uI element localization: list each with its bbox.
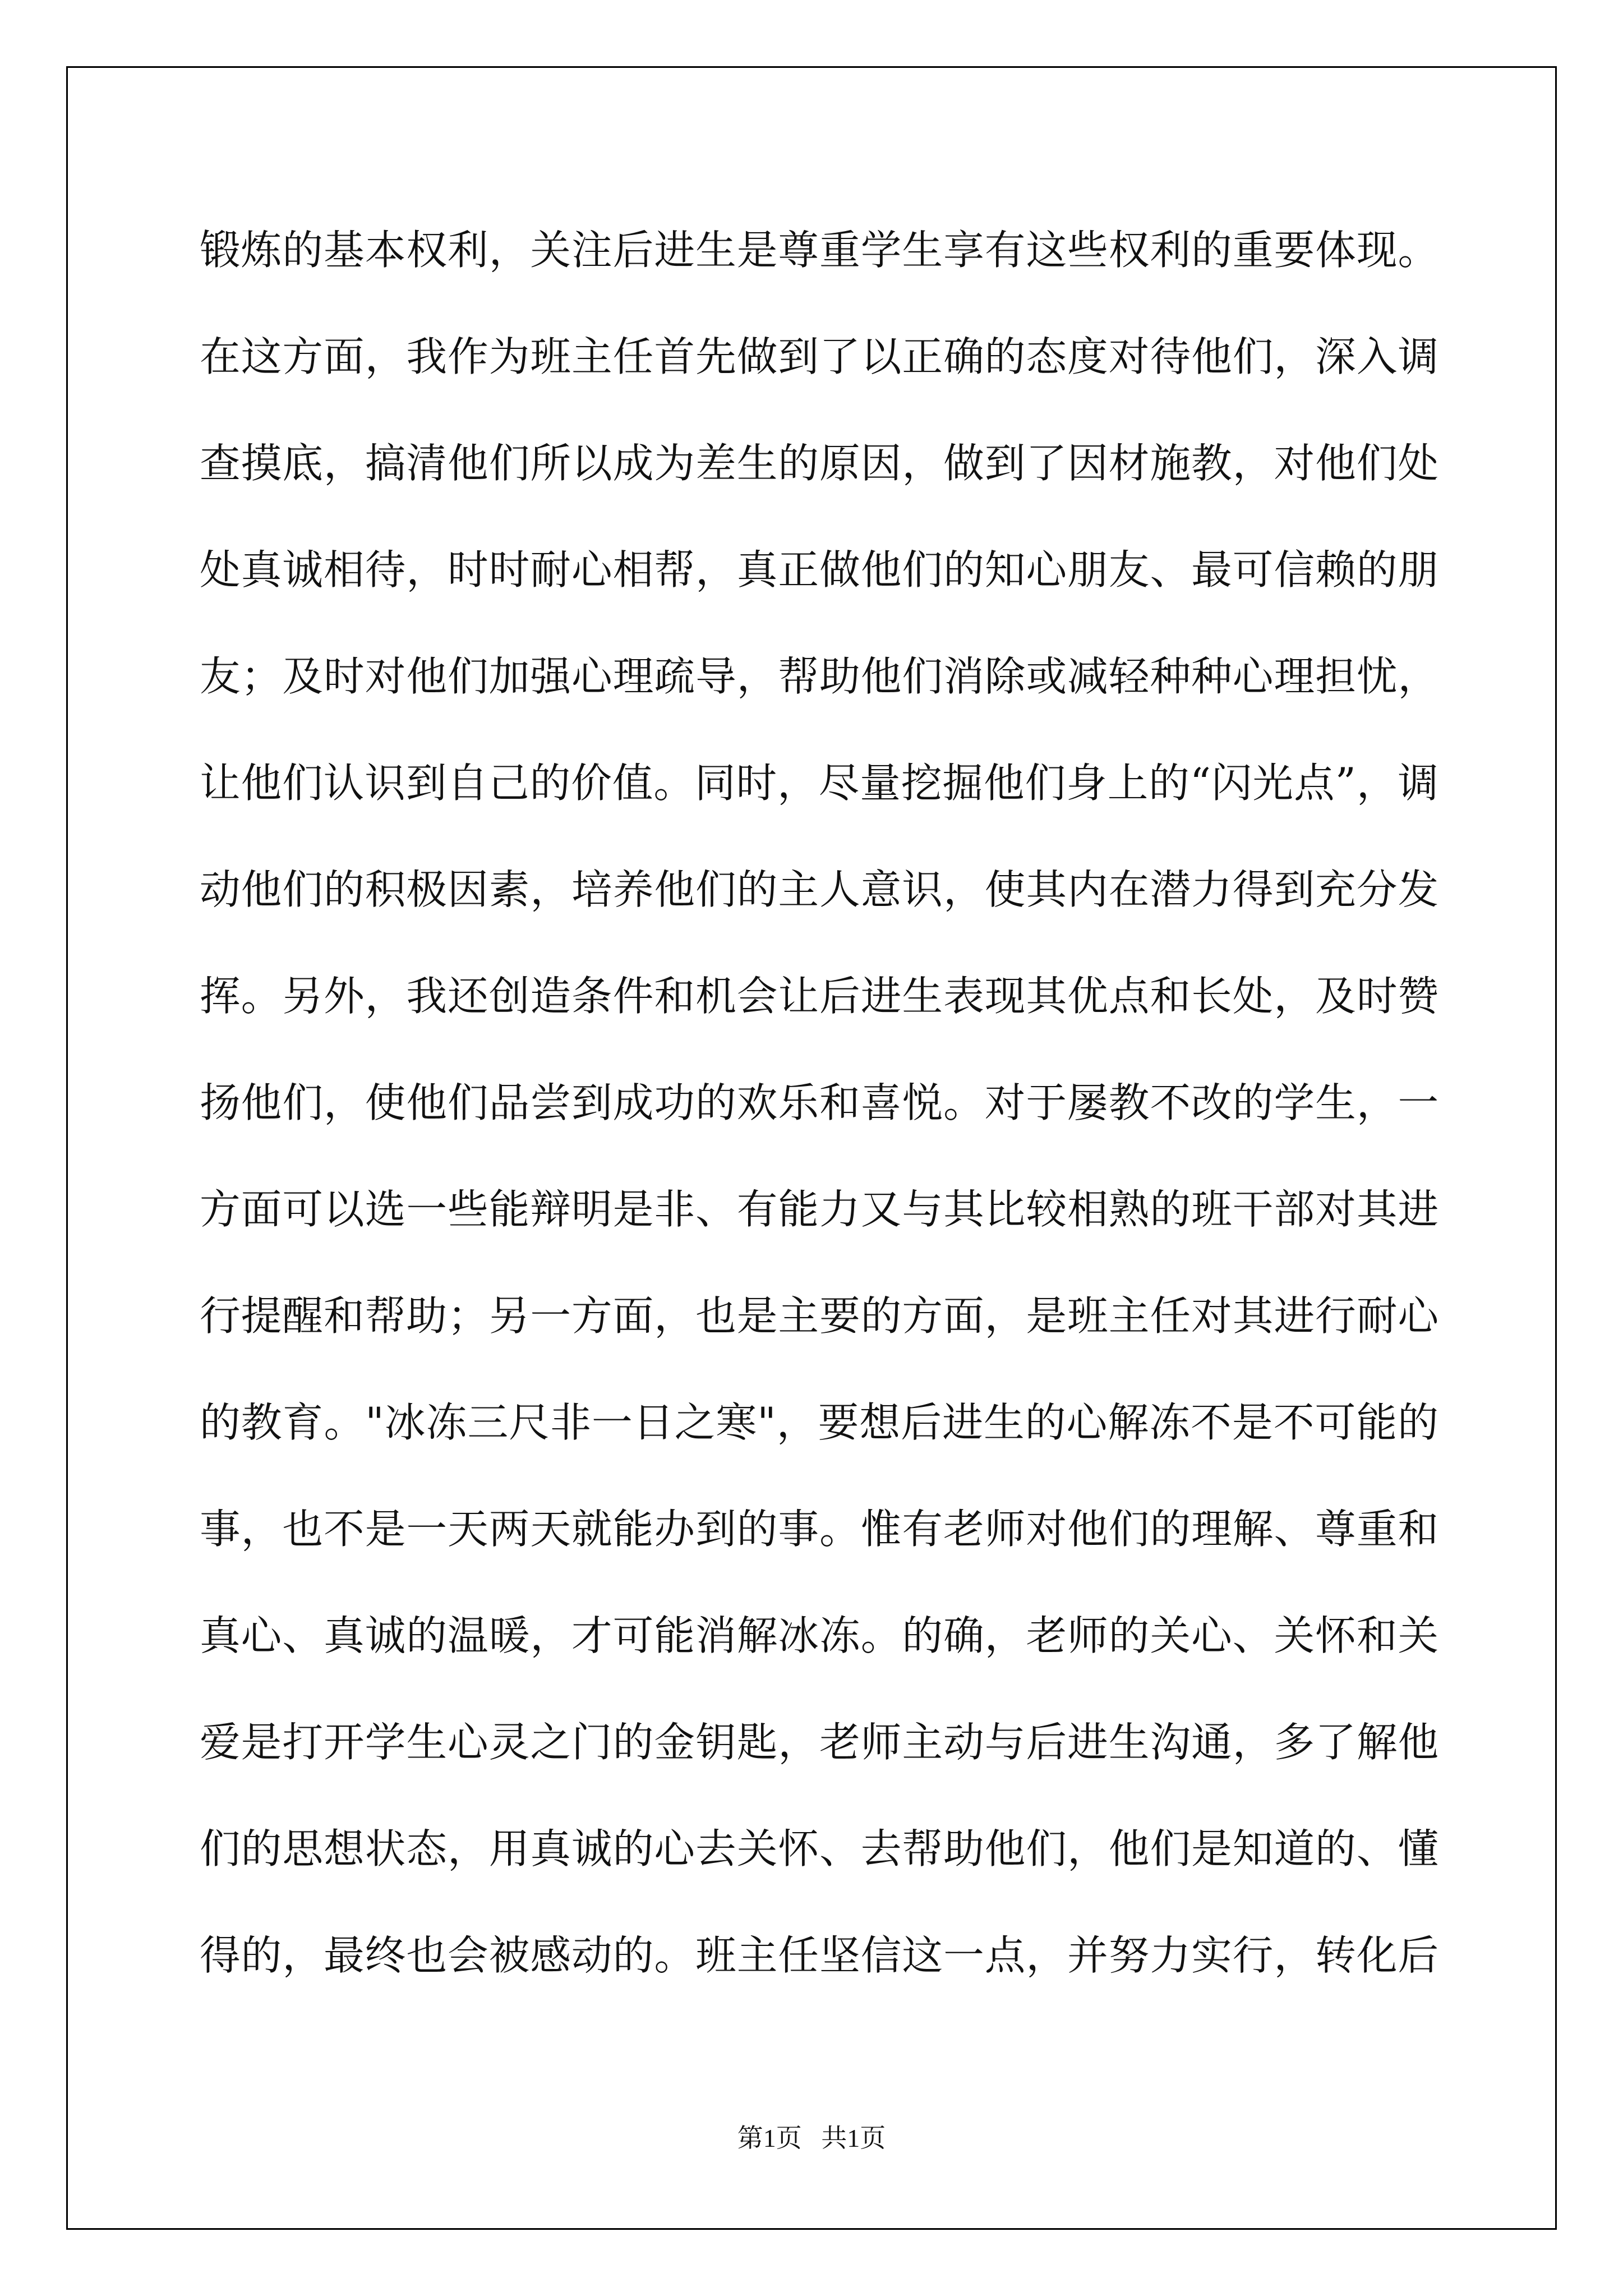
text-line: 方面可以选一些能辩明是非、有能力又与其比较相熟的班干部对其进	[200, 1186, 1439, 1234]
text-line: 锻炼的基本权利，关注后进生是尊重学生享有这些权利的重要体现。	[200, 227, 1439, 274]
text-line: 动他们的积极因素，培养他们的主人意识，使其内在潜力得到充分发	[200, 867, 1439, 914]
text-line: 在这方面，我作为班主任首先做到了以正确的态度对待他们，深入调	[200, 334, 1439, 381]
text-line: 事，也不是一天两天就能办到的事。惟有老师对他们的理解、尊重和	[200, 1506, 1439, 1553]
document-body	[200, 197, 1439, 2009]
page-number-footer: 第1页 共1页	[737, 2124, 886, 2152]
text-line: 的教育。"冰冻三尺非一日之寒"，要想后进生的心解冻不是不可能的	[200, 1399, 1439, 1447]
text-line: 让他们认识到自己的价值。同时，尽量挖掘他们身上的“闪光点”，调	[200, 760, 1439, 807]
text-line: 挥。另外，我还创造条件和机会让后进生表现其优点和长处，及时赞	[200, 973, 1439, 1020]
text-line: 们的思想状态，用真诚的心去关怀、去帮助他们，他们是知道的、懂	[200, 1826, 1439, 1873]
text-line: 扬他们，使他们品尝到成功的欢乐和喜悦。对于屡教不改的学生，一	[200, 1080, 1439, 1127]
text-line: 处真诚相待，时时耐心相帮，真正做他们的知心朋友、最可信赖的朋	[200, 547, 1439, 594]
text-line: 友；及时对他们加强心理疏导，帮助他们消除或减轻种种心理担忧，	[200, 654, 1439, 701]
text-line: 行提醒和帮助；另一方面，也是主要的方面，是班主任对其进行耐心	[200, 1293, 1439, 1340]
text-line: 真心、真诚的温暖，才可能消解冰冻。的确，老师的关心、关怀和关	[200, 1613, 1439, 1660]
text-line: 得的，最终也会被感动的。班主任坚信这一点，并努力实行，转化后	[200, 1932, 1439, 1980]
text-line: 爱是打开学生心灵之门的金钥匙，老师主动与后进生沟通，多了解他	[200, 1719, 1439, 1766]
text-line: 查摸底，搞清他们所以成为差生的原因，做到了因材施教，对他们处	[200, 440, 1439, 487]
